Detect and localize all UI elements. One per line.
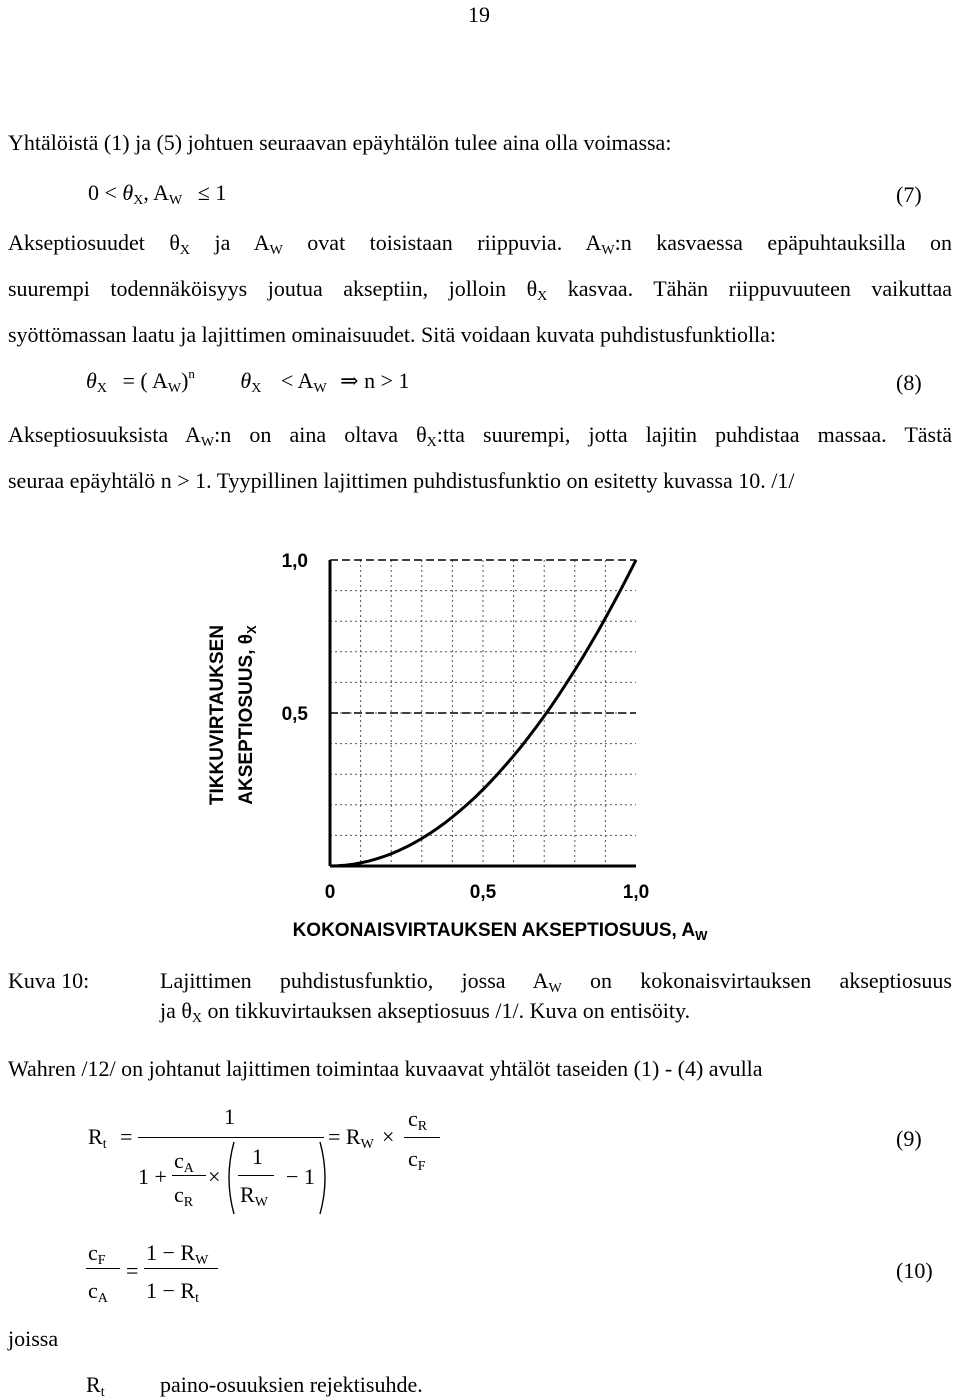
para1-line2: suurempi todennäköisyys joutua akseptiin, jolloin $\theta_X$ kasvaa. Tähän riippuvuuteen vaikuttaa: [8, 276, 952, 304]
y-tick-labels: [282, 551, 309, 725]
x-tick-label: 0: [324, 882, 336, 903]
figure-caption-line2: ja $\theta_X$ on tikkuvirtauksen akseptiosuus /1/. Kuva on entisöity.: [160, 998, 691, 1026]
def-symbol: $R_t$: [86, 1372, 105, 1400]
x-tick-labels: [325, 882, 650, 903]
para3: Wahren /12/ on johtanut lajittimen toimintaa kuvaavat yhtälöt taseiden (1) - (4) avulla: [8, 1056, 763, 1081]
para1-line1: Akseptiosuudet $\theta_X$ ja $A_W$ ovat toisistaan riippuvia. $A_W:n$ kasvaessa epäpuhtauksilla on: [8, 230, 952, 258]
theta-symbol: θ: [122, 180, 134, 205]
equation-8: $\theta_X$ = ( $A_W)^n$ $\theta_X < A_W$ ⇒ n > 1: [86, 366, 410, 396]
page-number: 19: [468, 2, 490, 27]
equation-10-number: (10): [896, 1258, 933, 1283]
y-tick-label: 0,5: [281, 704, 308, 725]
equation-7: $0 < \theta_X$, $A_W \le 1$: [88, 180, 227, 208]
para2-line1: Akseptiosuuksista $A_W:n$ on aina oltava $\theta_X:tta$ suurempi, jotta lajitin puhdistaa massaa. Tästä: [8, 422, 952, 450]
x-axis-label: KOKONAISVIRTAUKSEN AKSEPTIOSUUS, $A_W$: [292, 920, 708, 943]
chart-grid: [330, 560, 636, 866]
x-tick-label: 1,0: [622, 882, 650, 903]
equation-9-number: (9): [896, 1126, 922, 1151]
y-tick-label: 1,0: [281, 551, 308, 572]
x-tick-label: 0,5: [469, 882, 497, 903]
para1-line3: syöttömassan laatu ja lajittimen ominaisuudet. Sitä voidaan kuvata puhdistusfunktiolla:: [8, 322, 777, 347]
def-text: paino-osuuksien rejektisuhde.: [160, 1372, 423, 1397]
para2-line2: seuraa epäyhtälö n > 1. Tyypillinen lajittimen puhdistusfunktio on esitetty kuvassa 10. /1/: [8, 468, 795, 493]
figure-caption-line1: Lajittimen puhdistusfunktio, jossa $A_W$ on kokonaisvirtauksen akseptiosuus: [160, 968, 952, 996]
y-axis-label-line2: AKSEPTIOSUUS, $\theta_X$: [236, 625, 259, 805]
cleaning-function-chart: [0, 530, 960, 950]
intro-text: Yhtälöistä (1) ja (5) johtuen seuraavan epäyhtälön tulee aina olla voimassa:: [8, 130, 672, 155]
where-label: joissa: [8, 1326, 59, 1351]
y-axis-label-line1: TIKKUVIRTAUKSEN: [207, 624, 228, 806]
equation-7-number: (7): [896, 182, 922, 207]
figure-caption-label: Kuva 10:: [8, 968, 90, 993]
equation-8-number: (8): [896, 370, 922, 395]
